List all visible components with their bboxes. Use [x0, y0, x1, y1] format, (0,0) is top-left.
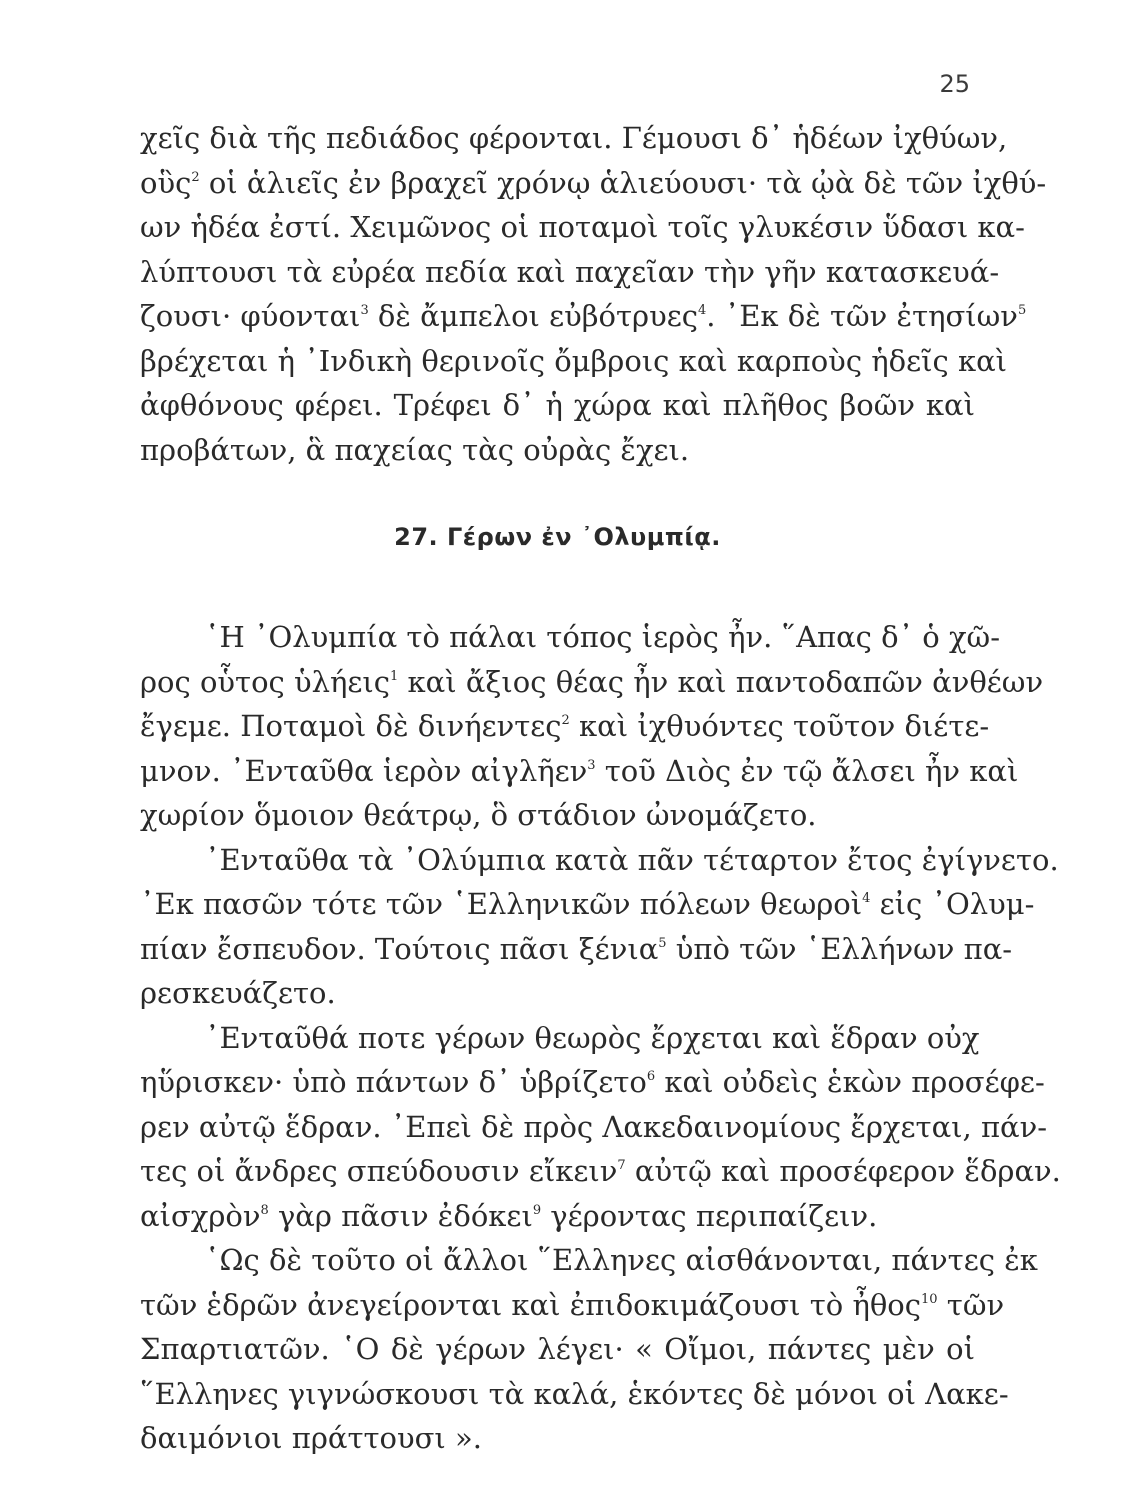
text-run: βρέχεται ἡ ᾽Ινδικὴ θερινοῖς ὄμβροις καὶ καρποὺς ἡδεῖς καὶ	[140, 343, 1008, 378]
text-line	[140, 1416, 975, 1461]
text-run: τῶν ἑδρῶν ἀνεγείρονται καὶ ἐπιδοκιμάζουσι τὸ ἦθος	[140, 1287, 922, 1322]
text-line	[140, 1105, 1048, 1150]
page-number: 25	[939, 70, 970, 98]
text-run: καὶ οὐδεὶς ἑκὼν προσέφε-	[655, 1065, 1045, 1099]
text-run: ρεσκευάζετο.	[140, 976, 336, 1010]
text-line	[140, 971, 975, 1016]
text-line	[140, 428, 975, 473]
text-line	[140, 1372, 1009, 1417]
footnote-marker: 1	[390, 668, 399, 684]
text-line	[140, 660, 1044, 705]
text-run: μνον. ᾽Ενταῦθα ἱερὸν αἰγλῆεν	[140, 753, 588, 788]
text-line	[140, 1327, 975, 1372]
text-line	[140, 793, 975, 838]
text-run: τες οἱ ἄνδρες σπεύδουσιν εἴκειν	[140, 1154, 618, 1188]
text-line	[140, 704, 990, 749]
footnote-marker: 2	[561, 713, 570, 729]
text-run: αὐτῷ καὶ προσέφερον ἕδραν.	[625, 1154, 1061, 1188]
text-run: τῶν	[937, 1287, 1005, 1322]
text-line	[140, 116, 1008, 161]
text-run: εἰς ᾽Ολυμ-	[870, 887, 1035, 921]
text-run: χεῖς διὰ τῆς πεδιάδος φέρονται. Γέμουσι δ᾽ ἡδέων ἰχθύων,	[140, 121, 1008, 155]
text-run: αἰσχρὸν	[140, 1198, 261, 1233]
text-run: ὑπὸ τῶν ῾Ελλήνων πα-	[666, 931, 1013, 966]
footnote-marker: 9	[532, 1202, 542, 1218]
text-line	[140, 838, 1059, 883]
text-run: λύπτουσι τὰ εὐρέα πεδία καὶ παχεῖαν τὴν γῆν κατασκευά-	[140, 254, 1000, 289]
section-body-olympia	[140, 615, 1061, 1461]
text-run: ἀφθόνους φέρει. Τρέφει δ᾽ ἡ χώρα καὶ πλῆθος βοῶν καὶ	[140, 388, 975, 422]
footnote-marker: 4	[698, 303, 707, 319]
text-run: ρεν αὐτῷ ἕδραν. ᾽Επεὶ δὲ πρὸς Λακεδαινομίους ἔρχεται, πάν-	[140, 1109, 1048, 1144]
text-line	[140, 383, 975, 428]
text-run: δαιμόνιοι πράττουσι ».	[140, 1421, 482, 1455]
text-line	[140, 205, 1025, 250]
text-line	[140, 1060, 1045, 1105]
text-run: ῾Ως δὲ τοῦτο οἱ ἄλλοι ῞Ελληνες αἰσθάνονται, πάντες ἐκ	[205, 1243, 1038, 1277]
footnote-marker: 4	[862, 891, 871, 907]
text-run: πίαν ἔσπευδον. Τούτοις πᾶσι ξένια	[140, 931, 659, 966]
text-line	[140, 161, 1047, 206]
text-line	[140, 294, 1027, 339]
text-run: προβάτων, ἃ παχείας τὰς οὐρὰς ἔχει.	[140, 432, 690, 467]
text-run: . ᾽Εκ δὲ τῶν ἐτησίων	[706, 299, 1018, 333]
text-run: καὶ ἰχθυόντες τοῦτον διέτε-	[569, 709, 990, 743]
text-run: ἔγεμε. Ποταμοὶ δὲ δινήεντες	[140, 709, 562, 743]
text-run: τοῦ Διὸς ἐν τῷ ἄλσει ἦν καὶ	[595, 753, 1019, 788]
text-run: χωρίον ὅμοιον θεάτρῳ, ὃ στάδιον ὠνομάζετο.	[140, 798, 817, 832]
text-line	[140, 1149, 1061, 1194]
text-run: ζουσι· φύονται	[140, 299, 361, 333]
footnote-marker: 5	[1017, 303, 1027, 319]
text-run: ηὕρισκεν· ὑπὸ πάντων δ᾽ ὑβρίζετο	[140, 1065, 647, 1099]
text-line	[140, 250, 1000, 295]
text-run: ᾽Ενταῦθα τὰ ᾽Ολύμπια κατὰ πᾶν τέταρτον ἔτος ἐγίγνετο.	[205, 842, 1059, 877]
text-line	[140, 1283, 1005, 1328]
text-line	[140, 927, 1013, 972]
paragraph-india-continued	[140, 116, 1047, 472]
footnote-marker: 2	[191, 169, 200, 185]
footnote-marker: 7	[617, 1158, 626, 1174]
text-run: ᾽Ενταῦθά ποτε γέρων θεωρὸς ἔρχεται καὶ ἕδραν οὐχ	[205, 1020, 980, 1055]
footnote-marker: 3	[587, 757, 596, 773]
text-line	[140, 1194, 975, 1239]
text-line	[140, 1238, 1038, 1283]
text-run: γὰρ πᾶσιν ἐδόκει	[268, 1198, 533, 1233]
text-line	[140, 882, 1035, 927]
section-title: 27. Γέρων ἐν ᾽Ολυμπίᾳ.	[394, 523, 721, 551]
text-line	[140, 615, 1000, 660]
text-run: δὲ ἄμπελοι εὐβότρυες	[368, 299, 698, 333]
text-run: οὓς	[140, 165, 192, 200]
text-run: γέροντας περιπαίζειν.	[541, 1198, 878, 1233]
footnote-marker: 3	[360, 303, 369, 319]
footnote-marker: 6	[646, 1069, 656, 1085]
text-line	[140, 749, 1019, 794]
text-run: ων ἡδέα ἐστί. Χειμῶνος οἱ ποταμοὶ τοῖς γλυκέσιν ὕδασι κα-	[140, 210, 1025, 244]
text-run: οἱ ἁλιεῖς ἐν βραχεῖ χρόνῳ ἁλιεύουσι· τὰ ᾠὰ δὲ τῶν ἰχθύ-	[199, 165, 1047, 200]
text-line	[140, 1016, 980, 1061]
text-run: ῞Ελληνες γιγνώσκουσι τὰ καλά, ἑκόντες δὲ μόνοι οἱ Λακε-	[140, 1376, 1009, 1411]
text-line	[140, 339, 1008, 384]
text-run: ῾Η ᾽Ολυμπία τὸ πάλαι τόπος ἱερὸς ἦν. ῞Απας δ᾽ ὁ χῶ-	[205, 620, 1000, 654]
text-run: ρος οὗτος ὑλήεις	[140, 664, 391, 699]
footnote-marker: 5	[658, 935, 667, 951]
text-run: ᾽Εκ πασῶν τότε τῶν ῾Ελληνικῶν πόλεων θεωροὶ	[140, 887, 863, 921]
text-run: καὶ ἄξιος θέας ἦν καὶ παντοδαπῶν ἀνθέων	[398, 664, 1044, 699]
text-run: Σπαρτιατῶν. ῾Ο δὲ γέρων λέγει· « Οἴμοι, πάντες μὲν οἱ	[140, 1332, 975, 1366]
footnote-marker: 8	[260, 1202, 269, 1218]
footnote-marker: 10	[921, 1291, 938, 1307]
